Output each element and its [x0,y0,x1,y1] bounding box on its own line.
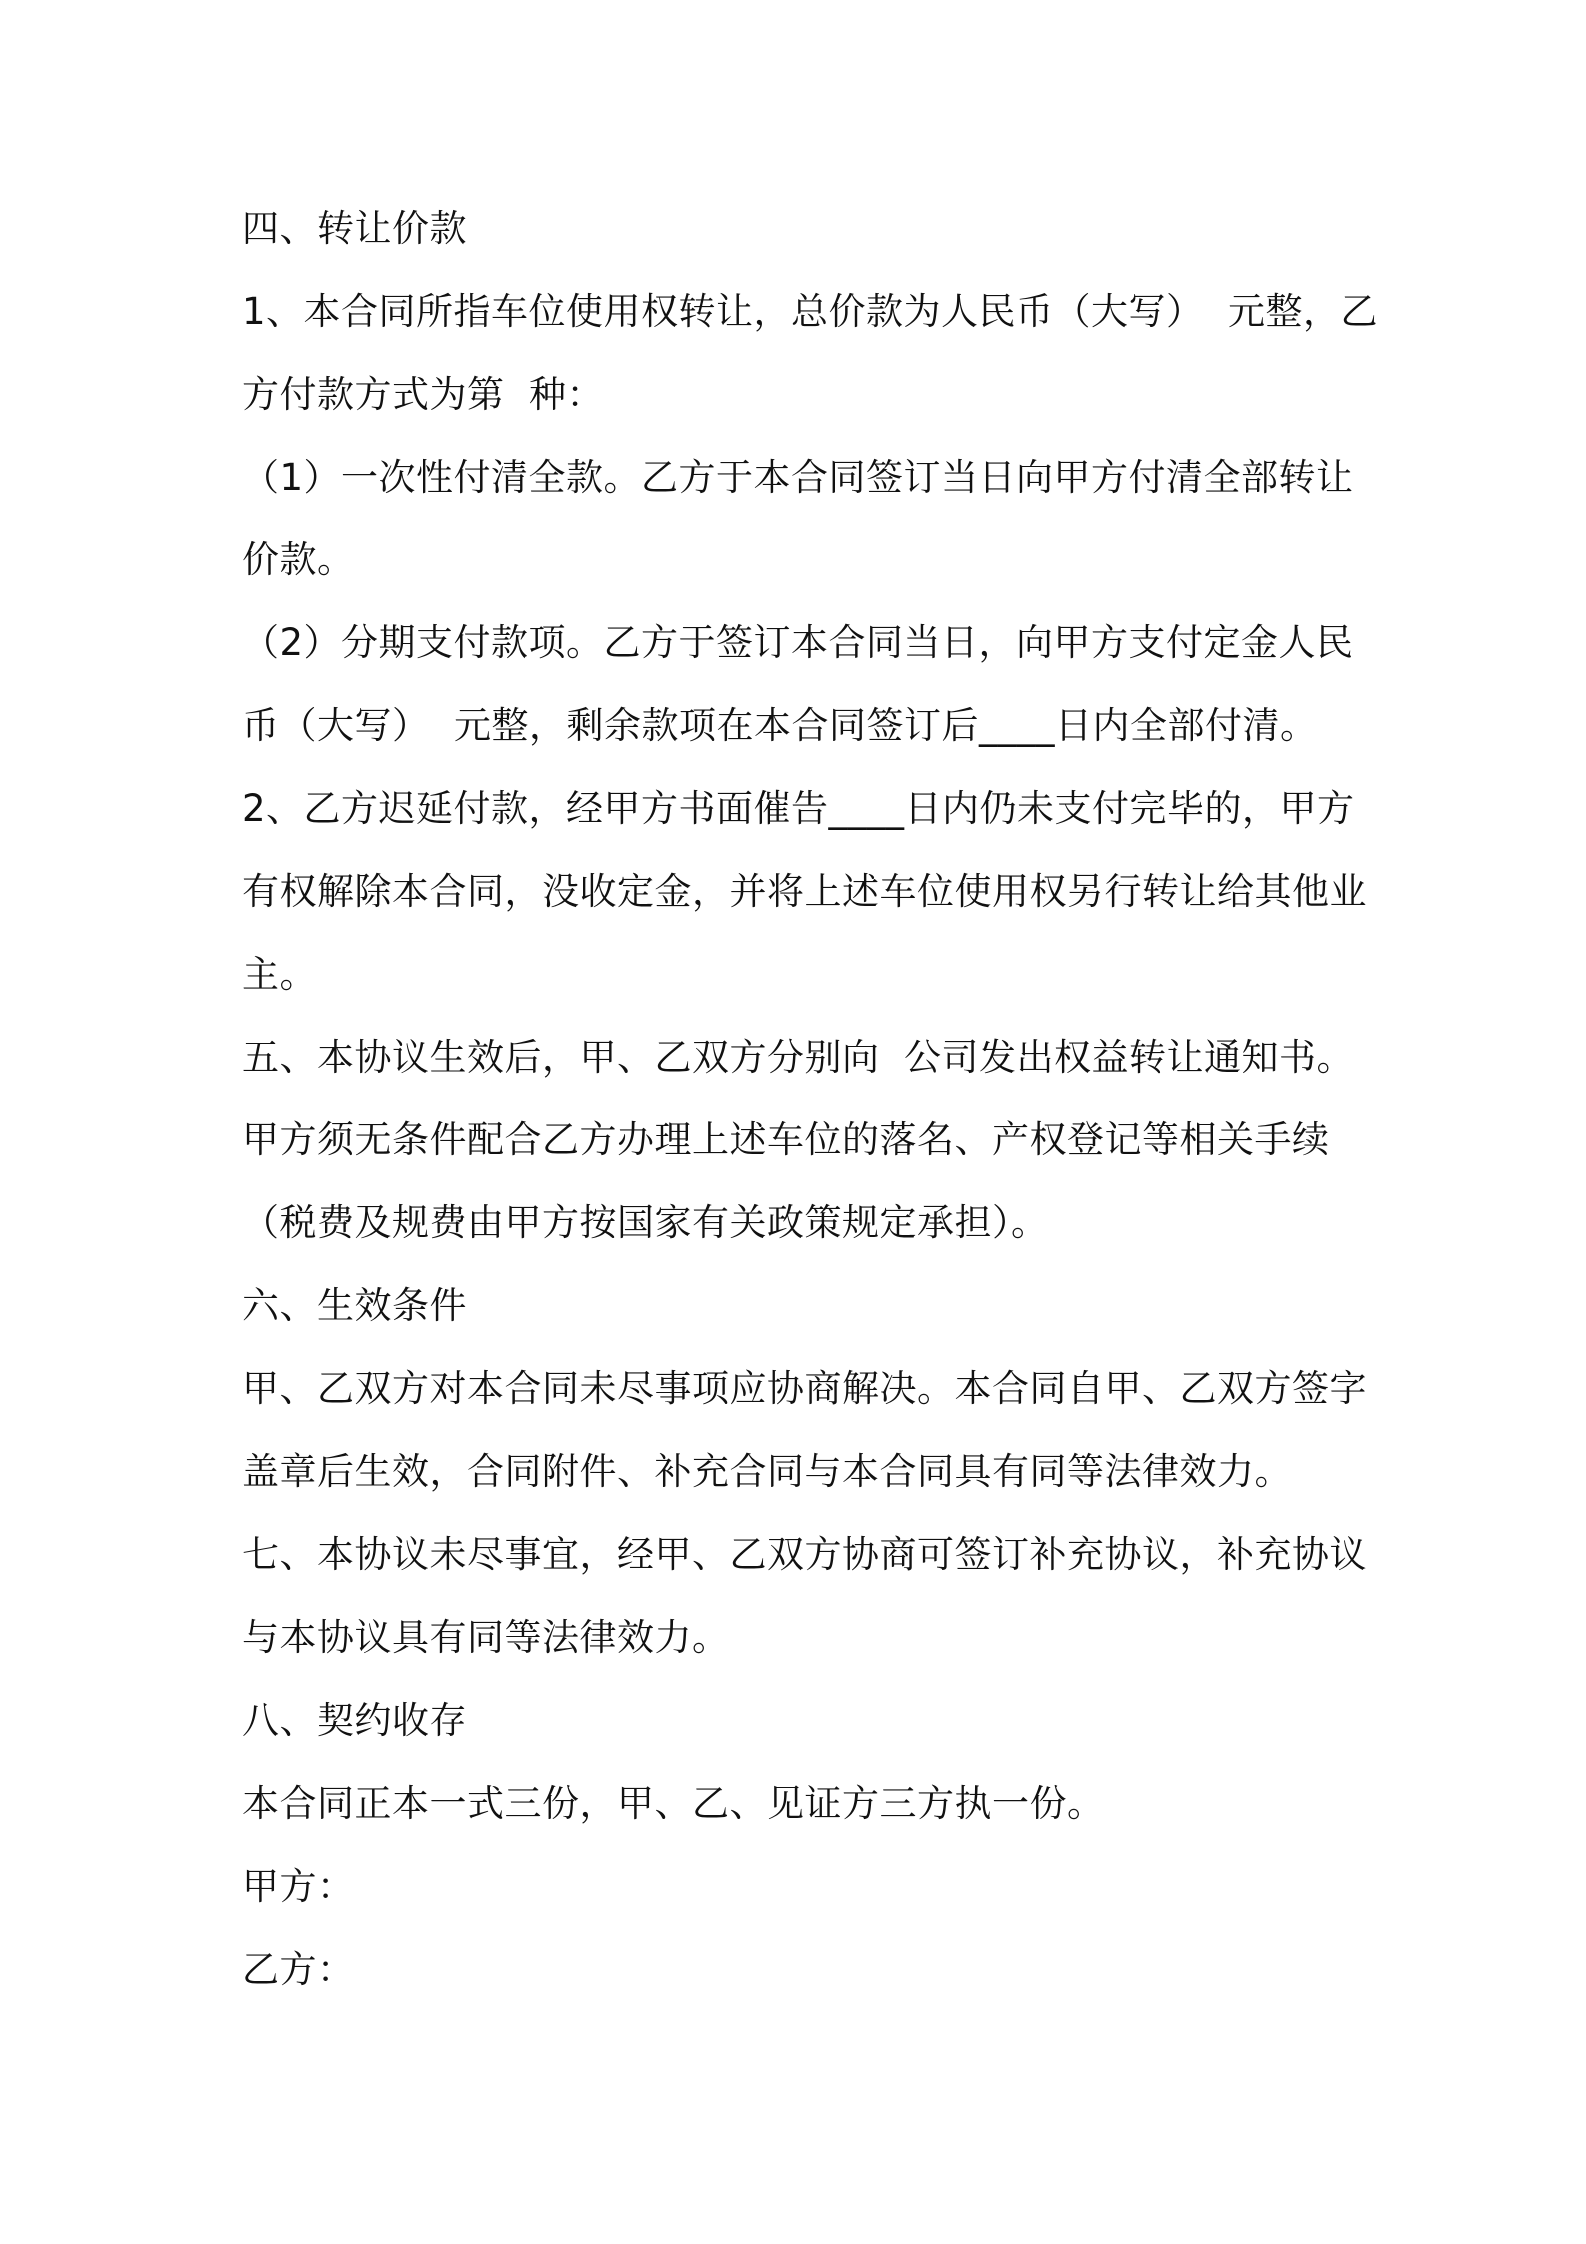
section-heading-price: 四、转让价款 [242,207,467,250]
option-1-line-2: 价款。 [242,538,355,581]
section-7-line-1: 七、本协议未尽事宜，经甲、乙双方协商可签订补充协议，补充协议 [242,1533,1367,1576]
section-7-line-2: 与本协议具有同等法律效力。 [242,1616,730,1659]
section-5-line-1: 五、本协议生效后，甲、乙双方分别向 公司发出权益转让通知书。 [242,1036,1355,1079]
clause-2-line-2: 有权解除本合同，没收定金，并将上述车位使用权另行转让给其他业 [242,870,1367,913]
section-5-line-2: 甲方须无条件配合乙方办理上述车位的落名、产权登记等相关手续 [242,1118,1330,1161]
clause-1-line-1: 1、本合同所指车位使用权转让，总价款为人民币（大写） 元整，乙 [242,290,1379,333]
clause-1-line-2: 方付款方式为第 种： [242,373,605,416]
section-heading-storage: 八、契约收存 [242,1699,467,1742]
option-2-line-2: 币（大写） 元整，剩余款项在本合同签订后____日内全部付清。 [242,704,1318,747]
party-a-signature-label: 甲方： [242,1865,355,1908]
clause-2-line-3: 主。 [242,953,317,996]
section-8-line-1: 本合同正本一式三份，甲、乙、见证方三方执一份。 [242,1782,1105,1825]
section-heading-effect: 六、生效条件 [242,1284,467,1327]
option-2-line-1: （2）分期支付款项。乙方于签订本合同当日，向甲方支付定金人民 [242,621,1354,664]
party-b-signature-label: 乙方： [242,1948,355,1991]
section-5-line-3: （税费及规费由甲方按国家有关政策规定承担）。 [242,1201,1049,1244]
section-6-line-1: 甲、乙双方对本合同未尽事项应协商解决。本合同自甲、乙双方签字 [242,1367,1367,1410]
clause-2-line-1: 2、乙方迟延付款，经甲方书面催告____日内仍未支付完毕的，甲方 [242,787,1355,830]
section-6-line-2: 盖章后生效，合同附件、补充合同与本合同具有同等法律效力。 [242,1450,1292,1493]
option-1-line-1: （1）一次性付清全款。乙方于本合同签订当日向甲方付清全部转让 [242,456,1354,499]
